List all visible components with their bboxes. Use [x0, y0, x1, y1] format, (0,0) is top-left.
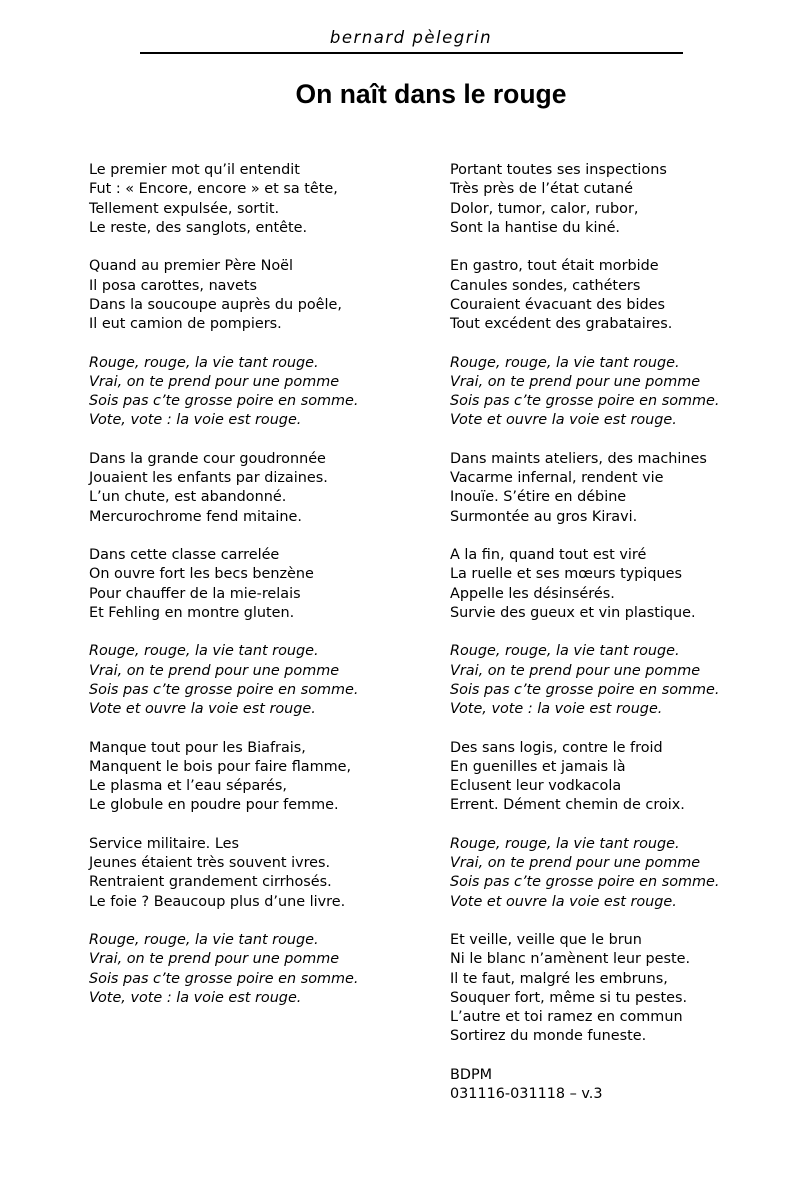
poem-line: Couraient évacuant des bides [450, 296, 665, 313]
poem-line: Sois pas c’te grosse poire en somme. [450, 681, 720, 698]
poem-line: Rouge, rouge, la vie tant rouge. [450, 354, 680, 371]
poem-line: Jeunes étaient très souvent ivres. [89, 855, 331, 871]
poem-line: Très près de l’état cutané [450, 181, 633, 198]
poem-line: Le premier mot qu’il entendit [89, 162, 300, 178]
poem-line: Dans la soucoupe auprès du poêle, [89, 296, 342, 313]
poem-line: Manque tout pour les Biafrais, [89, 739, 306, 756]
stanza [450, 931, 719, 1047]
poem-line: Sois pas c’te grosse poire en somme. [450, 393, 720, 409]
poem-line: Vote et ouvre la voie est rouge. [89, 701, 316, 717]
stanza [450, 257, 719, 334]
poem-line: Sois pas c’te grosse poire en somme. [89, 970, 359, 987]
poem-line: Vrai, on te prend pour une pomme [89, 662, 340, 679]
poem-line: La ruelle et ses mœurs typiques [450, 566, 682, 583]
poem-line: Vrai, on te prend pour une pomme [89, 373, 340, 390]
poem-line: Des sans logis, contre le froid [450, 739, 663, 756]
poem-line: Sont la hantise du kiné. [450, 219, 621, 236]
poem-line: Il te faut, malgré les embruns, [450, 970, 668, 987]
poem-line: Service militaire. Les [89, 835, 239, 852]
poem-line: Le foie ? Beaucoup plus d’une livre. [89, 893, 346, 910]
poem-line: Vrai, on te prend pour une pomme [450, 662, 701, 679]
poem-line: Sois pas c’te grosse poire en somme. [450, 874, 720, 891]
poem-line: Dolor, tumor, calor, rubor, [450, 200, 639, 217]
poem-line: Canules sondes, cathéters [450, 277, 641, 294]
stanza [450, 450, 719, 527]
poem-line: Dans la grande cour goudronnée [89, 450, 326, 467]
poem-line: En guenilles et jamais là [450, 758, 626, 775]
poem-line: On ouvre fort les becs benzène [89, 566, 314, 583]
stanza [450, 546, 719, 623]
poem-line: Vrai, on te prend pour une pomme [450, 855, 701, 871]
poem-line: Et veille, veille que le brun [450, 932, 642, 948]
poem-line: Fut : « Encore, encore » et sa tête, [89, 181, 338, 198]
poem-line: Le globule en poudre pour femme. [89, 797, 339, 814]
poem-line: Tout excédent des grabataires. [450, 316, 673, 332]
stanza [450, 161, 719, 238]
poem-line: Vote et ouvre la voie est rouge. [450, 893, 677, 910]
poem-line: Et Fehling en montre gluten. [89, 604, 295, 621]
poem-line: Le plasma et l’eau séparés, [89, 778, 287, 794]
refrain-stanza [450, 835, 719, 912]
poem-line: Ni le blanc n’amènent leur peste. [450, 951, 691, 968]
refrain-stanza [89, 931, 358, 1008]
poem-line: Vote et ouvre la voie est rouge. [450, 412, 677, 429]
poem-line: L’un chute, est abandonné. [89, 489, 287, 506]
refrain-stanza [89, 642, 358, 719]
poem-line: Jouaient les enfants par dizaines. [89, 470, 328, 486]
poem-line: Errent. Dément chemin de croix. [450, 797, 685, 814]
poem-line: Rentraient grandement cirrhosés. [89, 874, 332, 891]
poem-line: Dans maints ateliers, des machines [450, 450, 707, 467]
poem-line: Surmontée au gros Kiravi. [450, 508, 638, 525]
poem-line: Vote, vote : la voie est rouge. [450, 701, 663, 717]
stanza [89, 257, 358, 334]
stanza [89, 161, 358, 238]
poem-line: A la fin, quand tout est viré [450, 547, 647, 563]
poem-line: Rouge, rouge, la vie tant rouge. [89, 643, 319, 660]
poem-line: Dans cette classe carrelée [89, 547, 280, 563]
poem-line: Rouge, rouge, la vie tant rouge. [89, 354, 319, 371]
refrain-stanza [89, 354, 358, 431]
stanza [450, 739, 719, 816]
poem-line: Portant toutes ses inspections [450, 162, 667, 178]
poem-line: Vacarme infernal, rendent vie [450, 470, 664, 486]
poem-line: Tellement expulsée, sortit. [89, 200, 280, 217]
signature-initials: BDPM [450, 1066, 493, 1083]
poem-line: Eclusent leur vodkacola [450, 778, 622, 794]
refrain-stanza [450, 354, 719, 431]
signature-version: 031116-031118 – v.3 [450, 1086, 603, 1102]
poem-line: En gastro, tout était morbide [450, 258, 659, 275]
poem-line: Appelle les désinsérés. [450, 585, 615, 602]
stanza [89, 450, 358, 527]
poem-line: Vrai, on te prend pour une pomme [89, 951, 340, 968]
stanza [89, 546, 358, 623]
refrain-stanza [450, 642, 719, 719]
poem-line: Quand au premier Père Noël [89, 258, 294, 275]
poem-line: Vrai, on te prend pour une pomme [450, 373, 701, 390]
stanza [89, 739, 358, 816]
poem-line: Sortirez du monde funeste. [450, 1028, 647, 1045]
left-column [89, 161, 358, 1027]
right-column [450, 161, 719, 1104]
poem-line: L’autre et toi ramez en commun [450, 1009, 683, 1025]
poem-line: Mercurochrome fend mitaine. [89, 508, 302, 525]
poem-title: On naît dans le rouge [295, 79, 567, 109]
poem-line: Manquent le bois pour faire flamme, [89, 758, 352, 775]
poem-line: Il posa carottes, navets [89, 277, 258, 294]
poem-line: Souquer fort, même si tu pestes. [450, 989, 688, 1006]
poem-line: Pour chauffer de la mie-relais [89, 585, 301, 602]
poem-line: Il eut camion de pompiers. [89, 316, 282, 332]
poem-line: Rouge, rouge, la vie tant rouge. [89, 932, 319, 948]
poem-line: Inouïe. S’étire en débine [450, 489, 627, 506]
signature [450, 1066, 719, 1105]
poem-line: Vote, vote : la voie est rouge. [89, 412, 302, 429]
header-rule [140, 52, 683, 54]
poem-line: Rouge, rouge, la vie tant rouge. [450, 643, 680, 660]
author-header: bernard pèlegrin [329, 28, 493, 47]
poem-line: Rouge, rouge, la vie tant rouge. [450, 835, 680, 852]
poem-line: Le reste, des sanglots, entête. [89, 219, 308, 236]
stanza [89, 835, 358, 912]
poem-line: Survie des gueux et vin plastique. [450, 604, 696, 621]
poem-line: Sois pas c’te grosse poire en somme. [89, 681, 359, 698]
poem-line: Vote, vote : la voie est rouge. [89, 989, 302, 1006]
poem-line: Sois pas c’te grosse poire en somme. [89, 393, 359, 409]
